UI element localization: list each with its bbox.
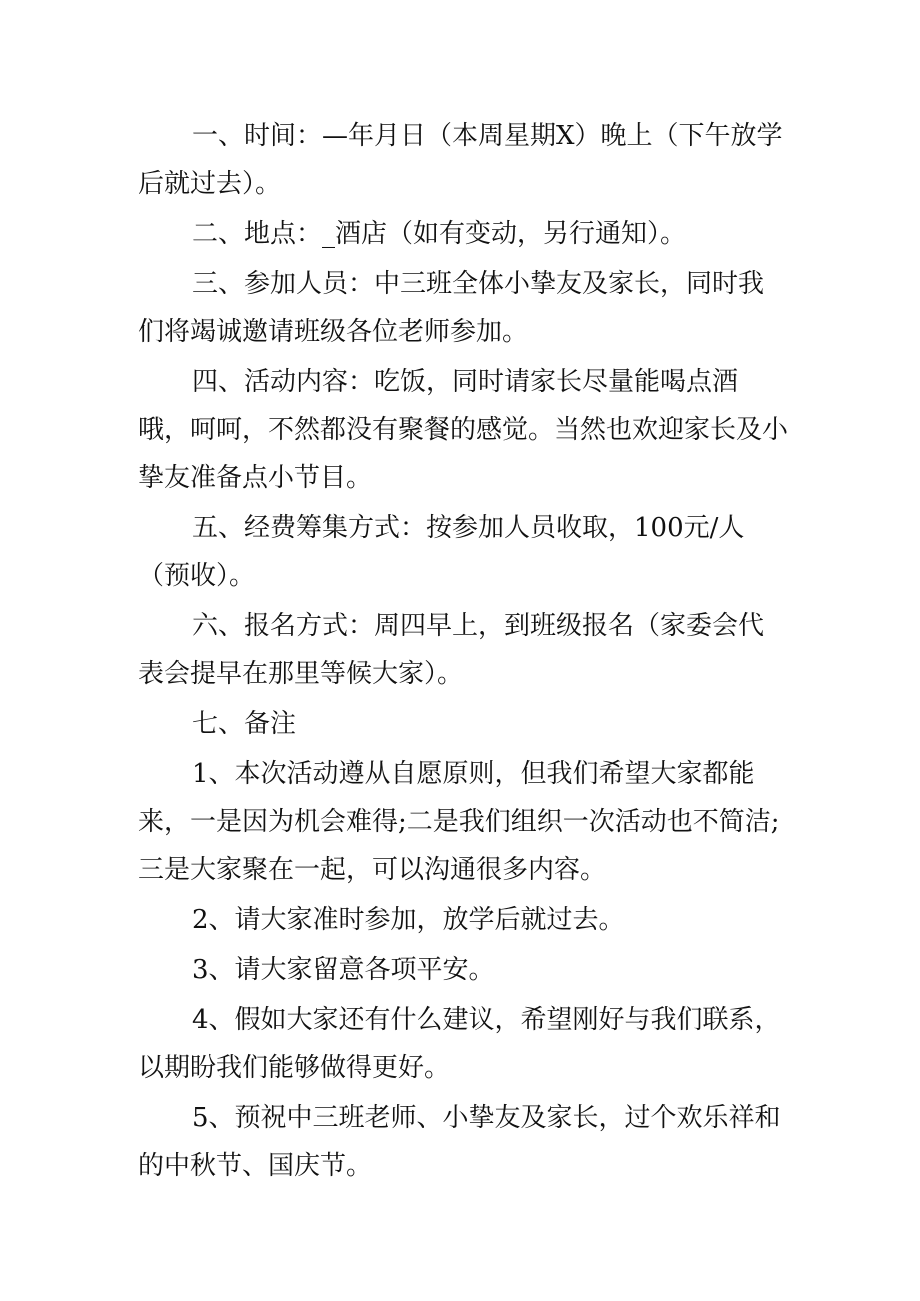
document-body <box>138 112 788 1190</box>
paragraph-time: 一、时间：—年月日（本周星期X）晚上（下午放学后就过去）。 <box>138 121 783 199</box>
paragraph-activity: 四、活动内容：吃饭，同时请家长尽量能喝点酒哦，呵呵，不然都没有聚餐的感觉。当然也欢迎家长及小挚友准备点小节目。 <box>138 367 789 493</box>
paragraph-registration: 六、报名方式：周四早上，到班级报名（家委会代表会提早在那里等候大家）。 <box>138 611 765 689</box>
paragraph-note-4: 4、假如大家还有什么建议，希望刚好与我们联系，以期盼我们能够做得更好。 <box>138 1005 781 1083</box>
paragraph-participants: 三、参加人员：中三班全体小挚友及家长，同时我们将竭诚邀请班级各位老师参加。 <box>138 269 765 347</box>
paragraph-funding: 五、经费筹集方式：按参加人员收取，100元/人（预收）。 <box>138 513 745 591</box>
paragraph-note-3: 3、请大家留意各项平安。 <box>192 955 495 985</box>
paragraph-notes-heading: 七、备注 <box>192 709 297 739</box>
paragraph-location: 二、地点：_酒店（如有变动，另行通知）。 <box>192 219 687 249</box>
paragraph-note-2: 2、请大家准时参加，放学后就过去。 <box>192 905 625 935</box>
paragraph-note-5: 5、预祝中三班老师、小挚友及家长，过个欢乐祥和的中秋节、国庆节。 <box>138 1103 781 1181</box>
paragraph-note-1: 1、本次活动遵从自愿原则，但我们希望大家都能来，一是因为机会难得;二是我们组织一次活动也不简洁;三是大家聚在一起，可以沟通很多内容。 <box>138 759 780 885</box>
